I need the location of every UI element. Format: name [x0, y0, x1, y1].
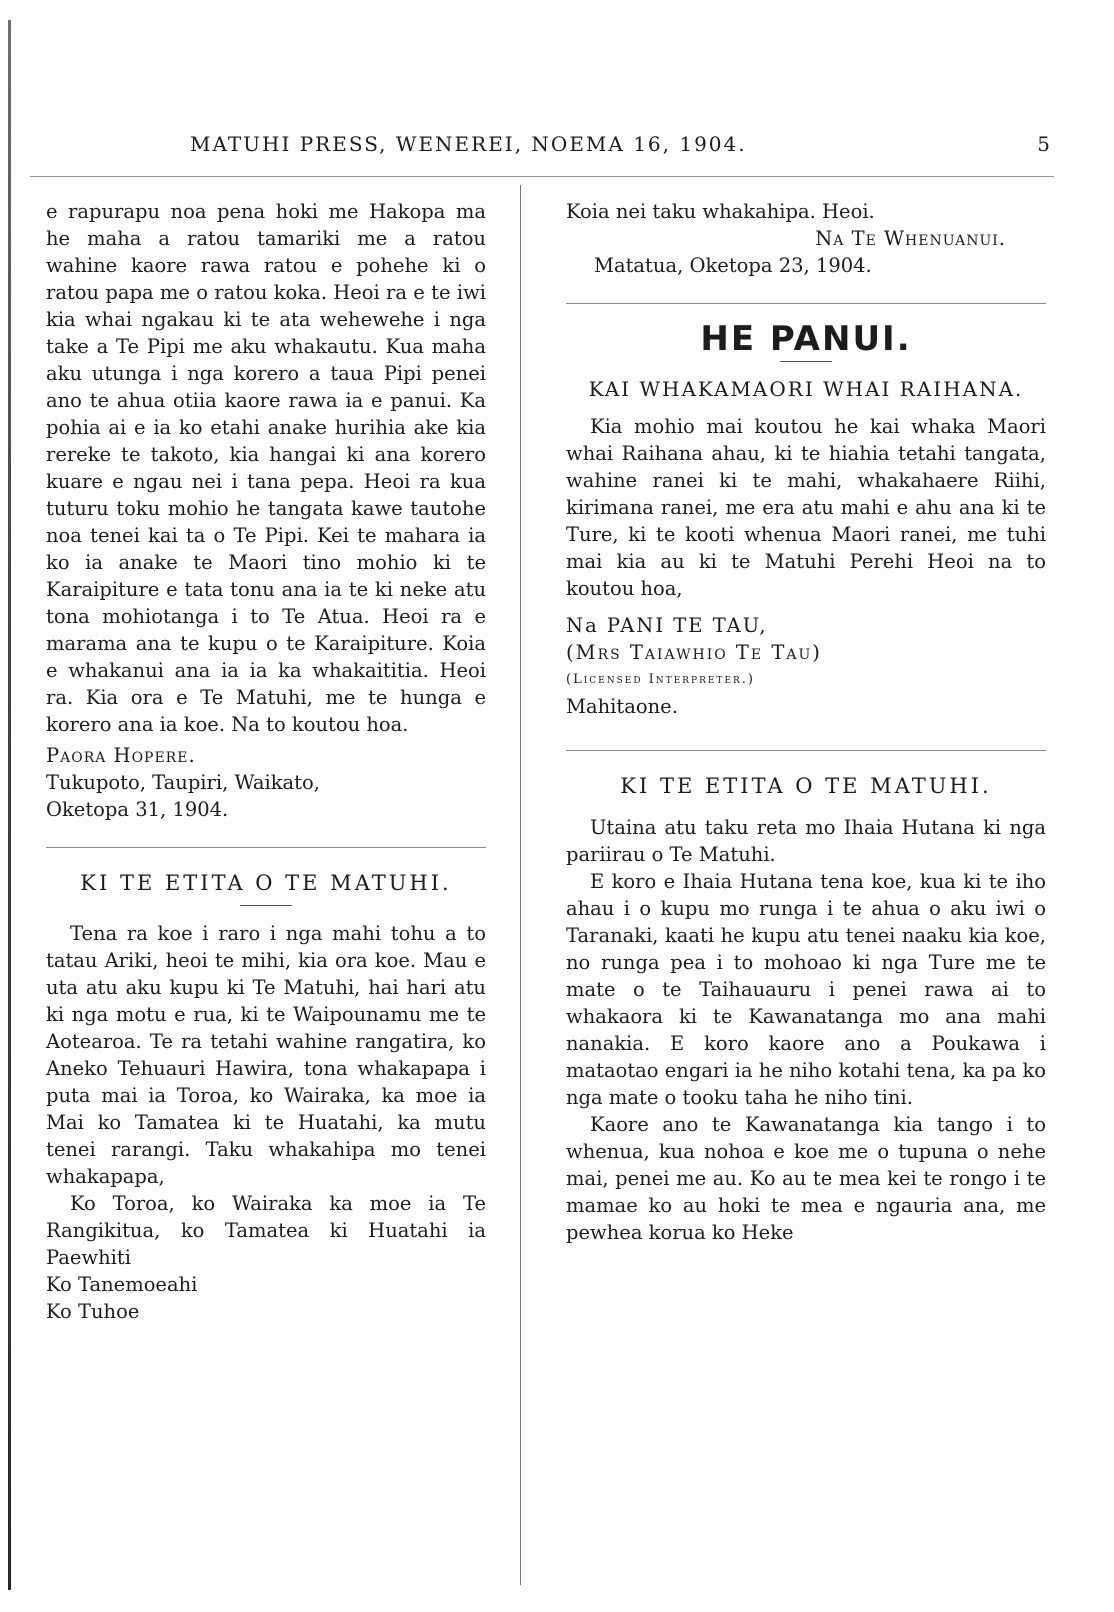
- heading-dash: [240, 905, 292, 906]
- letter1-place: Tukupoto, Taupiri, Waikato,: [46, 771, 320, 794]
- letter2-para2: Ko Toroa, ko Wairaka ka moe ia Te Rangikitua, ko Tamatea ki Huatahi ia Paewhiti: [46, 1192, 486, 1269]
- panui-body: Kia mohio mai koutou he kai whaka Maori whai Raihana ahau, ki te hiahia tetahi tangata, wahine ranei ki te mahi, whakahaere Riihi, kirimana ranei, me era atu mahi e ahu ana ki te Ture, ki te kooti whenua Maori ranei, me tuhi mai kia au ki te Matuhi Perehi Heoi na to koutou hoa,: [566, 415, 1046, 600]
- page-header: [30, 132, 1052, 160]
- letter3-para3: Kaore ano te Kawanatanga kia tango i to whenua, kua nohoa e koe me o tupuna o nehe mai, penei me au. Ko au te mea kei te rongo i te mamae ko au hoki te mea e ngauria ana, me pewhea koruа ko Heke: [566, 1113, 1046, 1244]
- letter2-heading: KI TE ETITA O TE MATUHI.: [80, 871, 452, 895]
- section-rule: [566, 750, 1046, 751]
- page-binding-edge: [8, 20, 11, 1590]
- right-column: [566, 198, 1046, 1246]
- genealogy-line-1: Ko Tanemoeahi: [46, 1273, 198, 1296]
- column-divider: [520, 185, 521, 1585]
- letter1-signature: Paora Hopere.: [46, 744, 196, 767]
- header-title: MATUHI PRESS, WENEREI, NOEMA 16, 1904.: [190, 132, 747, 156]
- panui-place: Mahitaone.: [566, 695, 678, 718]
- panui-name: Na PANI TE TAU,: [566, 614, 768, 637]
- letter-end-place: Matatua, Oketopa 23, 1904.: [594, 254, 872, 277]
- letter2-para1: Tena ra koe i raro i nga mahi tohu a to tatau Ariki, heoi te mihi, kia ora koe. Mau e uta atu aku kupu ki Te Matuhi, hai hari atu ki nga motu e rua, ki te Waipounamu me te Aotearoa. Te ra tetahi wahine rangatira, ko Aneko Tehuauri Hawira, tona whakapapa i puta mai ia Toroa, ko Wairaka, ka moe ia Mai ko Tamatea ki te Huatahi, ka mutu tenei rarangi. Taku whakahipa mo tenei whakapapa,: [46, 922, 486, 1188]
- left-column: [46, 198, 486, 1325]
- heading-dash: [780, 361, 832, 362]
- letter3-para1: Utaina atu taku reta mo Ihaia Hutana ki nga pariirau o Te Matuhi.: [566, 816, 1046, 866]
- letter-end-signature: Na Te Whenuanui.: [815, 227, 1006, 250]
- letter1-body: e rapurapu noa pena hoki me Hakopa ma he maha a ratou tamariki me a ratou wahine kaore rawa ratou e pohehe ki o ratou papa me o ratou koka. Heoi ra e te iwi kia whai ngakau ki te ata wehewehe i nga take a Te Pipi me aku whakautu. Kua maha aku utunga i nga korero a taua Pipi penei ano te ahua otiia kaore rawa ia e panui. Ka pohia ai e ia ko etahi anake hurihia ake kia rereke te takoto, kia hangai ki ana korero kuare e ngau nei i tana pepa. Heoi ra kua tuturu toku mohio he tangata kawe tautohe noa tenei kai ta o Te Pipi. Kei te mahara ia ko ia anake te Maori tino mohio ki te Karaipiture e tata tonu ana ia te ki neke atu tona mohiotanga i to Te Atua. Heoi ra e marama ana te kupu o te Karaipiture. Koia e whakanui ana ia ia ka whakaititia. Heoi ra. Kia ora e Te Matuhi, me te hunga e korero ana ia koe. Na to koutou hoa.: [46, 200, 486, 736]
- letter-end-body: Koia nei taku whakahipa. Heoi.: [566, 200, 875, 223]
- header-rule: [30, 176, 1054, 177]
- panui-alias: (Mrs Taiawhio Te Tau): [566, 641, 822, 664]
- section-rule: [566, 303, 1046, 304]
- letter3-heading: KI TE ETITA O TE MATUHI.: [620, 774, 992, 798]
- panui-title: HE PANUI.: [700, 319, 912, 359]
- page-number: 5: [1037, 132, 1052, 156]
- panui-subtitle: KAI WHAKAMAORI WHAI RAIHANA.: [588, 377, 1024, 401]
- letter1-date: Oketopa 31, 1904.: [46, 798, 229, 821]
- section-rule: [46, 847, 486, 848]
- genealogy-line-2: Ko Tuhoe: [46, 1300, 140, 1323]
- letter3-para2: E koro e Ihaia Hutana tena koe, kua ki te iho ahau i o kupu mo runga i te ahua o aku iwi o Taranaki, kaati he kupu atu tenei naaku kia koe, no runga pea i to mohoao ki nga Ture me te mate o te Taihauauru i penei rawa ai to whakaora ki te Kawanatanga mo ana mahi nanakia. E koro kaore ano a Poukawa i mataotao engari ia he niho kotahi tena, ka pa ko nga mate o tooku taha he niho tini.: [566, 870, 1046, 1109]
- panui-licensed: (Licensed Interpreter.): [566, 672, 755, 687]
